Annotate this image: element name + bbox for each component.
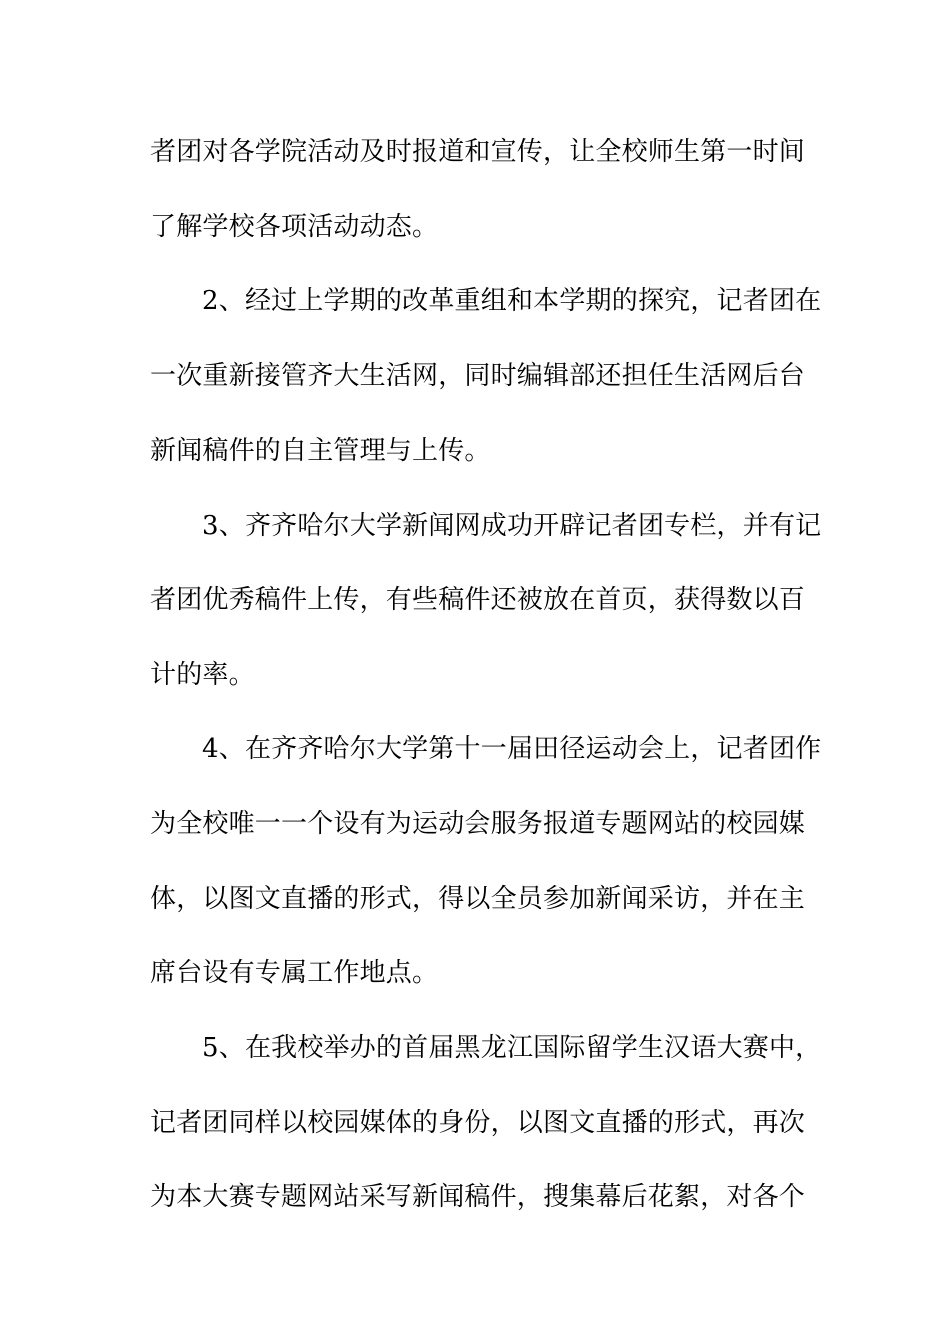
text-line: 记者团同样以校园媒体的身份，以图文直播的形式，再次 (150, 1108, 806, 1138)
text-line: 席台设有专属工作地点。 (150, 958, 439, 988)
text-line: 体，以图文直播的形式，得以全员参加新闻采访，并在主 (150, 884, 806, 914)
text-line: 新闻稿件的自主管理与上传。 (150, 436, 491, 466)
paragraph-start: 3、齐齐哈尔大学新闻网成功开辟记者团专栏，并有记 (202, 511, 822, 541)
text-line: 者团对各学院活动及时报道和宣传，让全校师生第一时间 (150, 137, 806, 167)
text-line: 计的率。 (150, 660, 255, 690)
text-line: 了解学校各项活动动态。 (150, 212, 439, 242)
paragraph-start: 4、在齐齐哈尔大学第十一届田径运动会上，记者团作 (202, 734, 822, 764)
paragraph-start: 5、在我校举办的首届黑龙江国际留学生汉语大赛中， (202, 1033, 822, 1063)
text-line: 者团优秀稿件上传，有些稿件还被放在首页，获得数以百 (150, 585, 806, 615)
text-line: 一次重新接管齐大生活网，同时编辑部还担任生活网后台 (150, 361, 806, 391)
text-line: 为本大赛专题网站采写新闻稿件，搜集幕后花絮，对各个 (150, 1182, 806, 1212)
paragraph-start: 2、经过上学期的改革重组和本学期的探究，记者团在 (202, 286, 822, 316)
text-line: 为全校唯一一个设有为运动会服务报道专题网站的校园媒 (150, 809, 806, 839)
